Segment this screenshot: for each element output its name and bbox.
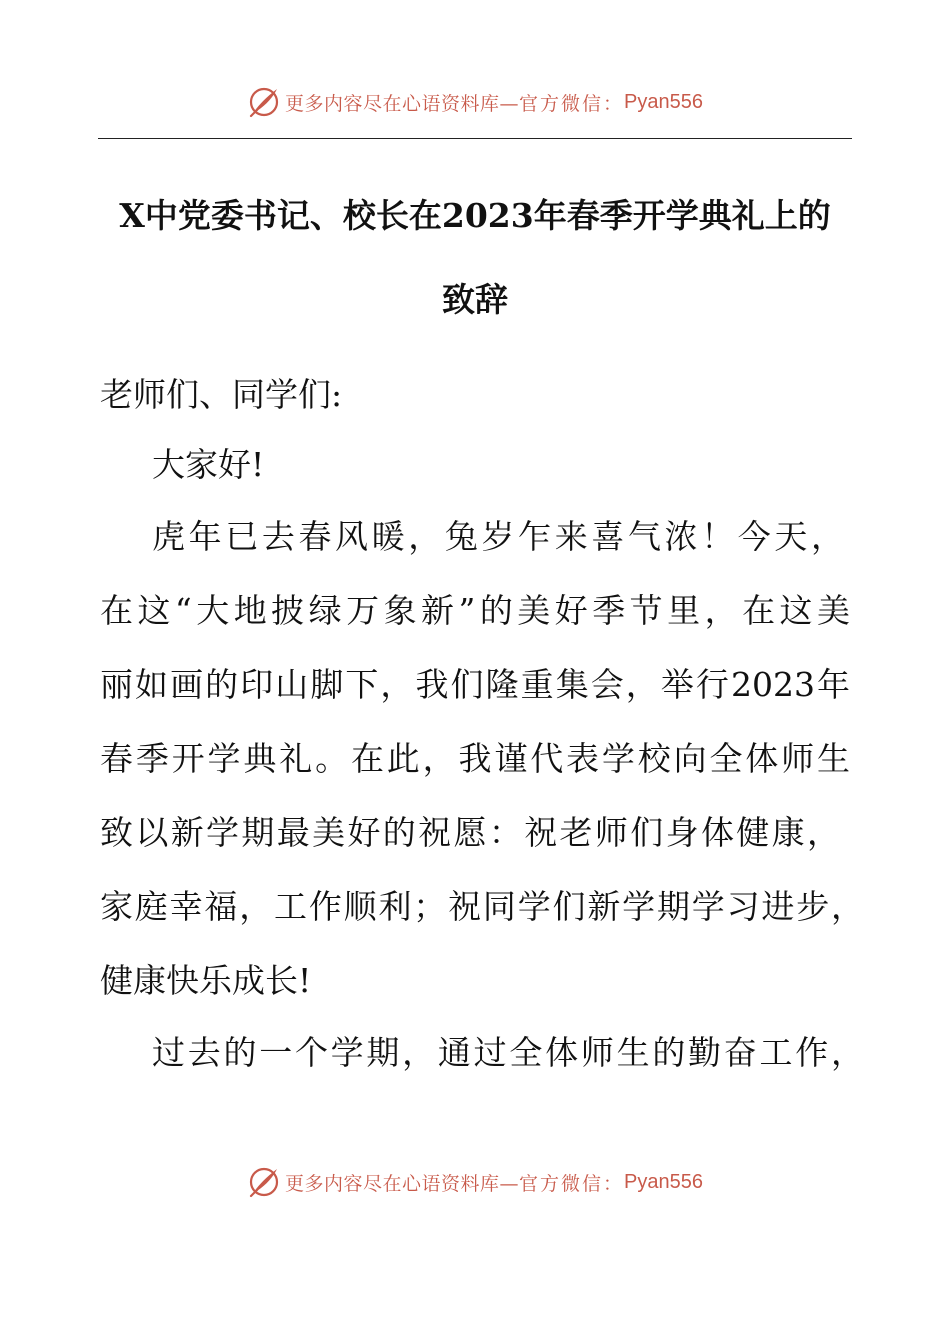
- footer-banner-content: [247, 1165, 703, 1199]
- quill-pen-logo-icon: [247, 1165, 281, 1199]
- body-line-2: 在这“大地披绿万象新”的美好季节里，在这美: [100, 591, 850, 630]
- greeting: 大家好!: [152, 445, 265, 484]
- body-line-8: 过去的一个学期，通过全体师生的勤奋工作，: [152, 1033, 864, 1072]
- header-banner: [0, 80, 950, 124]
- footer-banner-wechat-id: Pyan556: [624, 1170, 703, 1193]
- header-banner-content: [247, 85, 703, 119]
- body-line-1: 虎年已去春风暖，兔岁乍来喜气浓！今天，: [152, 517, 844, 556]
- footer-banner-wechat-label: 官方微信：: [519, 1172, 625, 1195]
- salutation: 老师们、同学们:: [100, 375, 343, 414]
- body-line-3: 丽如画的印山脚下，我们隆重集会，举行2023年: [100, 665, 850, 704]
- header-banner-wechat-label: 官方微信：: [519, 92, 625, 115]
- quill-pen-logo-icon: [247, 85, 281, 119]
- header-banner-wechat-id: Pyan556: [624, 90, 703, 113]
- body-line-5: 致以新学期最美好的祝愿：祝老师们身体健康，: [100, 813, 840, 852]
- header-banner-text: 更多内容尽在心语资料库—: [285, 92, 520, 115]
- footer-banner: [0, 1160, 950, 1204]
- body-line-4: 春季开学典礼。在此，我谨代表学校向全体师生: [100, 739, 850, 778]
- body-line-6: 家庭幸福，工作顺利；祝同学们新学期学习进步，: [100, 887, 864, 926]
- header-divider: [98, 138, 852, 139]
- body-line-7: 健康快乐成长!: [100, 961, 312, 1000]
- footer-banner-text: 更多内容尽在心语资料库—: [285, 1172, 520, 1195]
- document-title-line-1: X中党委书记、校长在2023年春季开学典礼上的: [119, 196, 831, 235]
- document-title-line-2: 致辞: [442, 280, 508, 319]
